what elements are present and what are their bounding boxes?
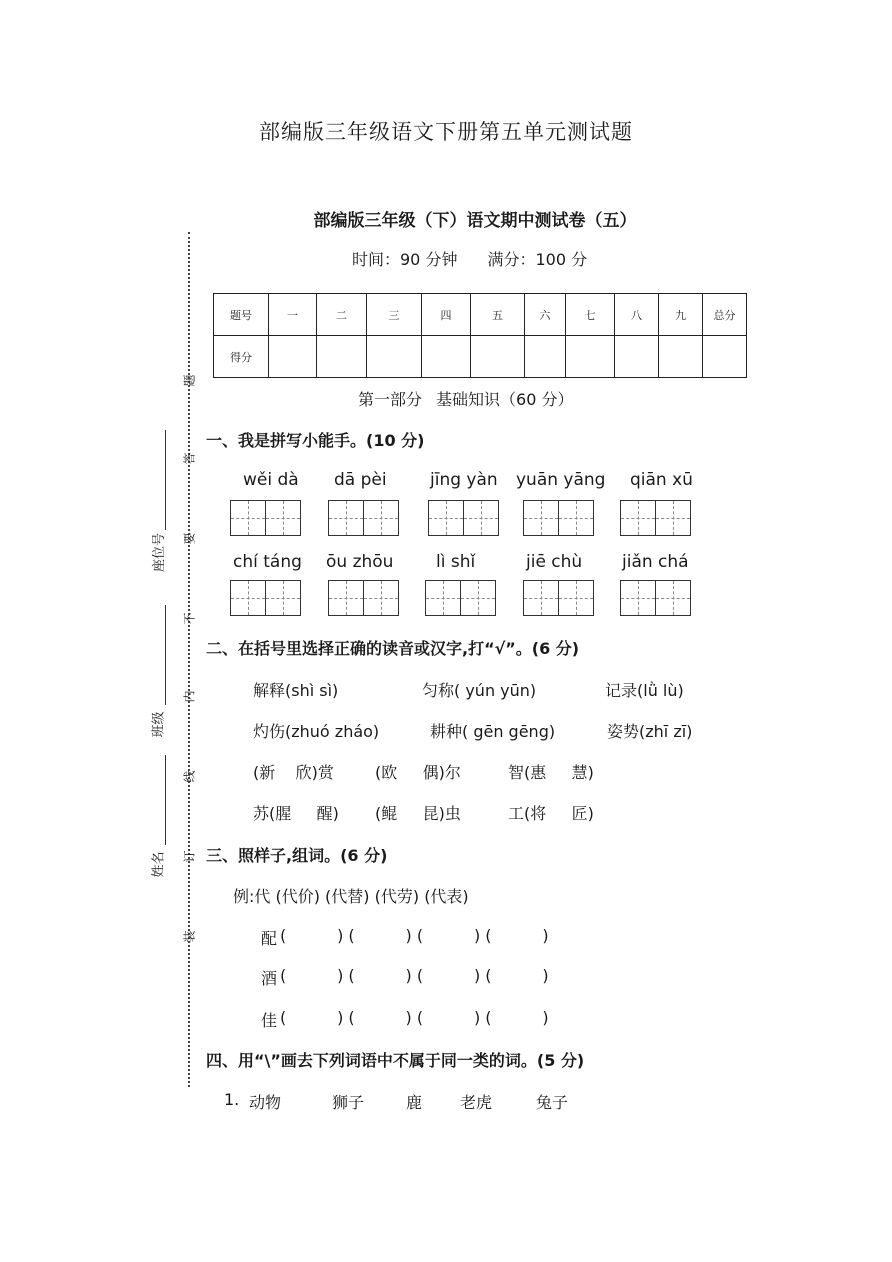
choice-item[interactable]: 耕种( gēn gēng) [430,722,556,741]
writing-cells[interactable] [230,500,300,536]
choice-item[interactable]: (欧 偶)尔 [375,763,461,782]
compose-blanks[interactable]: ( ) ( ) ( ) ( ) [280,926,549,945]
score-table [213,293,747,378]
seat-number-label: 座位号 [152,532,168,573]
pinyin-label: ōu zhōu [326,552,394,572]
binding-char-ding: 订 [182,850,197,863]
choice-item[interactable]: 匀称( yún yūn) [422,681,537,700]
choice-item[interactable]: 智(惠 慧) [508,763,594,782]
binding-char-yao: 要 [182,532,197,545]
word-option[interactable]: 动物 [249,1093,282,1112]
pinyin-label: yuān yāng [516,470,606,490]
choice-item[interactable]: 解释(shì sì) [253,681,339,700]
binding-char-da: 答 [182,452,197,465]
part-one-title: 基础知识（60 分） [436,390,574,409]
binding-char-ti: 题 [182,374,197,387]
exam-subtitle: 部编版三年级（下）语文期中测试卷（五） [313,211,637,231]
score-header-cell: 七 [566,294,615,336]
writing-cells[interactable] [523,580,593,616]
score-cell[interactable] [269,336,317,378]
binding-dotted-line [188,232,190,1087]
score-cell[interactable] [471,336,525,378]
pinyin-label: dā pèi [334,470,387,490]
score-cell[interactable] [422,336,471,378]
binding-char-nei: 内 [182,690,197,703]
score-header-cell: 四 [422,294,471,336]
seat-number-line [165,430,166,530]
pinyin-label: chí táng [233,552,302,572]
score-header-cell: 九 [659,294,703,336]
time-limit: 时间：90 分钟 [352,250,458,269]
name-line [165,755,166,845]
example-line: 例:代 (代价) (代替) (代劳) (代表) [233,887,469,906]
compose-blanks[interactable]: ( ) ( ) ( ) ( ) [280,966,549,985]
score-header-cell: 二 [317,294,367,336]
choice-item[interactable]: 姿势(zhī zī) [607,722,693,741]
choice-item[interactable]: (鲲 昆)虫 [375,804,461,823]
part-one-heading [358,387,573,410]
score-cell[interactable] [659,336,703,378]
score-cell[interactable] [703,336,747,378]
score-header-cell: 三 [367,294,422,336]
item-number: 1. [224,1090,240,1109]
compose-char: 佳 [261,1011,278,1030]
question-2-title: 二、在括号里选择正确的读音或汉字,打“√”。(6 分) [206,639,580,658]
compose-char: 配 [261,929,278,948]
question-4-title: 四、用“\”画去下列词语中不属于同一类的词。(5 分) [206,1051,585,1070]
binding-char-bu: 不 [182,612,197,625]
question-3-title: 三、照样子,组词。(6 分) [206,846,388,865]
score-header-cell: 六 [525,294,566,336]
class-label: 班级 [151,711,167,738]
time-score-line [352,247,587,270]
writing-cells[interactable] [230,580,300,616]
score-header-cell: 五 [471,294,525,336]
score-cell[interactable] [525,336,566,378]
word-option[interactable]: 老虎 [460,1093,493,1112]
writing-cells[interactable] [523,500,593,536]
writing-cells[interactable] [425,580,495,616]
choice-item[interactable]: 记录(lǜ lù) [605,681,684,700]
score-cell[interactable] [566,336,615,378]
score-cell[interactable] [317,336,367,378]
choice-item[interactable]: 工(将 匠) [508,804,594,823]
part-one-label: 第一部分 [358,390,423,409]
score-table-header-row [214,294,747,336]
binding-char-xian: 线 [182,770,197,783]
score-header-cell: 总分 [703,294,747,336]
question-1-title: 一、我是拼写小能手。(10 分) [206,431,425,450]
class-line [165,605,166,705]
name-label: 姓名 [151,851,167,878]
score-row-label: 得分 [214,336,269,378]
pinyin-label: jiē chù [526,552,583,572]
word-option[interactable]: 兔子 [536,1093,569,1112]
score-table-score-row [214,336,747,378]
word-option[interactable]: 鹿 [406,1093,423,1112]
pinyin-label: jiǎn chá [622,552,689,572]
word-option[interactable]: 狮子 [332,1093,365,1112]
score-header-cell: 题号 [214,294,269,336]
compose-char: 酒 [261,969,278,988]
writing-cells[interactable] [620,500,690,536]
pinyin-label: lì shǐ [436,552,476,572]
score-header-cell: 一 [269,294,317,336]
score-cell[interactable] [367,336,422,378]
choice-item[interactable]: 灼伤(zhuó zháo) [253,722,380,741]
writing-cells[interactable] [620,580,690,616]
pinyin-label: qiān xū [630,470,693,490]
compose-blanks[interactable]: ( ) ( ) ( ) ( ) [280,1008,549,1027]
pinyin-label: wěi dà [243,470,299,490]
choice-item[interactable]: 苏(腥 醒) [253,804,339,823]
binding-char-zhuang: 装 [182,930,197,943]
pinyin-label: jīng yàn [430,470,498,490]
score-cell[interactable] [615,336,659,378]
choice-item[interactable]: (新 欣)赏 [253,763,334,782]
full-score: 满分：100 分 [487,250,588,269]
document-title: 部编版三年级语文下册第五单元测试题 [259,120,633,144]
writing-cells[interactable] [328,580,398,616]
score-header-cell: 八 [615,294,659,336]
writing-cells[interactable] [328,500,398,536]
writing-cells[interactable] [428,500,498,536]
